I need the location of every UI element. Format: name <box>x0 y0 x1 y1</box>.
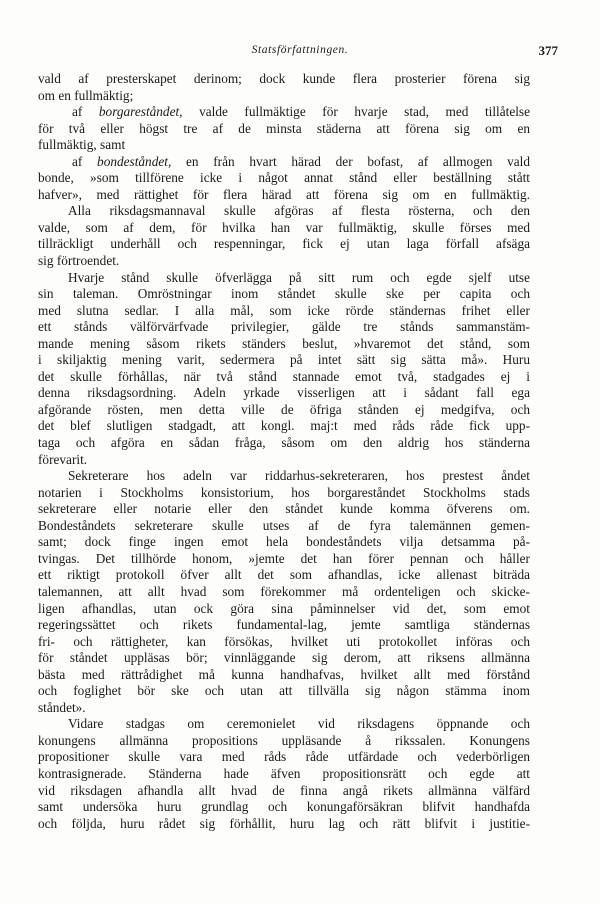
text-line: denna riksdagsordning. Adeln yrkade visserligen att i sådant fall ega <box>38 385 530 401</box>
text-line: konungens allmänna propositions uppläsande å rikssalen. Konungens <box>38 732 530 748</box>
text-line: sin taleman. Omröstningar inom ståndet skulle ske per capita och <box>38 286 530 302</box>
text-line: vald af presterskapet derinom; dock kunde flera prosterier förena sig <box>38 71 530 86</box>
text-line: Bondeståndets sekreterare skulle utses af de fyra talemännen gemen- <box>38 517 530 533</box>
text-line: notarien i Stockholms konsistorium, hos borgareståndet Stockholms stads <box>38 484 530 500</box>
text-line: sig förtroendet. <box>38 253 120 269</box>
text-line: af bondeståndet, en från hvart härad der bofast, af allmogen vald <box>72 153 530 169</box>
text-line: och foglighet bör ske och utan att tillvälla sig någon stämma inom <box>38 683 530 699</box>
text-line: bonde, »som tillförene icke i något annat stånd eller beställning stått <box>38 170 530 186</box>
text-line: fullmäktig, samt <box>38 137 126 153</box>
text-line: kontrasignerade. Ständerna hade äfven propositionsrätt och egde att <box>38 765 530 781</box>
text-line: ligen afhandlas, utan ock göra sina påminnelser vid det, som emot <box>38 600 530 616</box>
text-line: i skiljaktig mening varit, sedermera på intet sätt sig sätta må». Huru <box>38 352 530 368</box>
text-line: vid riksdagen afhandla allt hvad de finna angå rikets allmänna välfärd <box>38 782 530 798</box>
body-text <box>38 71 530 832</box>
text-line: Alla riksdagsmannaval skulle afgöras af flesta rösterna, och den <box>68 203 530 219</box>
text-line: samt undersöka huru grundlag och konungaförsäkran blifvit handhafda <box>38 799 530 815</box>
text-line: och följda, huru rådet sig förhållit, huru lag och rätt blifvit i justitie- <box>38 815 530 831</box>
text-line: för ståndet uppläsas bör; vinnläggande sig derom, att riksens allmänna <box>38 650 530 666</box>
text-line: ståndet». <box>38 699 86 715</box>
text-line: propositioner skulle vara med råds råde utfärdade och vederbörligen <box>38 749 530 765</box>
text-line: talemannen, att allt hvad som förekommer må ordenteligen och skicke- <box>38 583 530 599</box>
running-head <box>40 44 560 62</box>
text-line: förevarit. <box>38 451 88 467</box>
text-line: hafver», med rättighet för flera härad att förena sig om en fullmäktig. <box>38 186 530 202</box>
text-line: valde, som af dem, för hvilka han var fullmäktig, skulle förses med <box>38 219 530 235</box>
text-line: fri- och rättigheter, kan försökas, hvilket uti protokollet införas och <box>38 633 530 649</box>
text-line: afgörande rösten, men detta ville de öfriga stånden ej medgifva, och <box>38 401 530 417</box>
text-line: med slutna sedlar. I alla mål, som icke rörde ständernas frihet eller <box>38 302 530 318</box>
text-line: Hvarje stånd skulle öfverlägga på sitt rum och egde sjelf utse <box>68 269 530 285</box>
text-line: Sekreterare hos adeln var riddarhus-sekreteraren, hos prestest åndet <box>68 468 530 484</box>
text-line: samt; dock finge ingen emot hela bondeståndets vilja detsamma på- <box>38 534 530 550</box>
text-line: tvingas. Det tillhörde honom, »jemte det han förer pennan och håller <box>38 550 530 566</box>
text-line: för två eller högst tre af de minsta städerna att förena sig om en <box>38 120 530 136</box>
running-title: Statsförfattningen. <box>251 44 349 56</box>
text-line: taga och afgöra en sådan fråga, såsom om den aldrig hos ständerna <box>38 435 530 451</box>
text-line: Vidare stadgas om ceremonielet vid riksdagens öppnande och <box>68 716 530 732</box>
text-line: om en fullmäktig; <box>38 87 134 103</box>
page-number: 377 <box>538 43 558 58</box>
text-line: mande mening såsom rikets ständers beslut, »hvaremot det stånd, som <box>38 335 530 351</box>
text-line: det skulle förhållas, när två stånd stannade emot två, stadgades ej i <box>38 368 530 384</box>
text-line: regeringssättet och rikets fundamental-lag, jemte samtliga ständernas <box>38 617 530 633</box>
text-line: ett riktigt protokoll öfver allt det som afhandlas, icke allenast biträda <box>38 567 530 583</box>
text-line: sekreterare eller notarie eller den ståndet kunde komma öfverens om. <box>38 501 530 517</box>
text-line: ett stånds välförvärfvade privilegier, gälde tre stånds sammanstäm- <box>38 319 530 335</box>
text-line: det blef slutligen stadgadt, att kongl. maj:t med råds råde fick upp- <box>38 418 530 434</box>
text-line: af borgareståndet, valde fullmäktige för hvarje stad, med tillåtelse <box>72 104 530 120</box>
text-line: tillräckligt underhåll och respenningar, fick ej utan laga förfall afsäga <box>38 236 530 252</box>
text-line: bästa med rättrådighet må kunna handhafvas, hvilket allt med förstånd <box>38 666 530 682</box>
